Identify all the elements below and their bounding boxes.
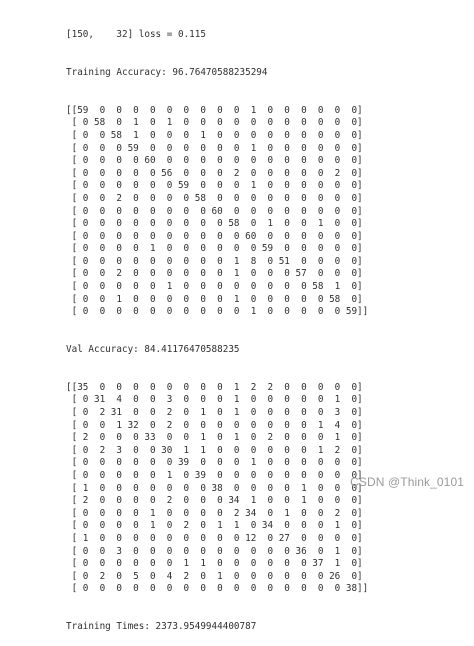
matrix-row: [ 1 0 0 0 0 0 0 0 38 0 0 0 0 1 0 0 0]	[66, 482, 363, 494]
matrix-row: [ 0 0 0 0 0 0 39 0 0 0 1 0 0 0 0 0 0]	[66, 457, 363, 469]
matrix-row: [ 0 2 0 5 0 4 2 0 1 0 0 0 0 0 0 26 0]	[66, 570, 363, 582]
matrix-row: [ 2 0 0 0 0 2 0 0 0 34 1 0 0 1 0 0 0]	[66, 495, 363, 507]
matrix-row: [ 0 0 1 0 0 0 0 0 0 1 0 0 0 0 0 58 0]	[66, 293, 363, 305]
matrix-row: [ 0 0 0 0 0 0 0 0 60 0 0 0 0 0 0 0 0]	[66, 205, 363, 217]
console-output	[66, 4, 446, 646]
matrix-row: [ 0 0 0 0 0 0 59 0 0 0 1 0 0 0 0 0 0]	[66, 180, 363, 192]
matrix-row: [ 0 0 0 0 0 0 1 1 0 0 0 0 0 0 37 1 0]	[66, 558, 363, 570]
matrix-row: [ 0 0 0 0 1 0 2 0 1 1 0 34 0 0 0 1 0]	[66, 520, 363, 532]
matrix-row: [ 0 0 0 0 0 0 0 0 0 0 1 0 0 0 0 0 59]]	[66, 306, 369, 318]
matrix-row: [ 0 0 1 32 0 2 0 0 0 0 0 0 0 0 1 4 0]	[66, 419, 363, 431]
matrix-row: [ 0 2 3 0 0 30 1 1 0 0 0 0 0 0 1 2 0]	[66, 444, 363, 456]
matrix-row: [ 0 0 2 0 0 0 0 0 0 1 0 0 0 57 0 0 0]	[66, 268, 363, 280]
matrix-row: [ 0 0 0 0 1 0 0 0 0 2 34 0 1 0 0 2 0]	[66, 507, 363, 519]
matrix-row: [ 0 58 0 1 0 1 0 0 0 0 0 0 0 0 0 0 0]	[66, 117, 363, 129]
training-confusion-matrix	[66, 105, 446, 319]
matrix-row: [ 2 0 0 0 33 0 0 1 0 1 0 2 0 0 0 1 0]	[66, 432, 363, 444]
matrix-row: [ 0 0 0 0 60 0 0 0 0 0 0 0 0 0 0 0 0]	[66, 155, 363, 167]
csdn-watermark: CSDN @Think_0101	[350, 475, 464, 489]
matrix-row: [ 0 0 3 0 0 0 0 0 0 0 0 0 0 36 0 1 0]	[66, 545, 363, 557]
matrix-row: [ 0 0 0 0 0 0 0 0 0 0 60 0 0 0 0 0 0]	[66, 230, 363, 242]
matrix-row: [[59 0 0 0 0 0 0 0 0 0 1 0 0 0 0 0 0]	[66, 104, 363, 116]
matrix-row: [ 0 0 0 0 0 0 0 0 0 0 0 0 0 0 0 0 38]]	[66, 583, 369, 595]
matrix-row: [ 0 31 4 0 0 3 0 0 0 1 0 0 0 0 0 1 0]	[66, 394, 363, 406]
matrix-row: [ 0 0 0 0 0 0 0 0 0 1 8 0 51 0 0 0 0]	[66, 255, 363, 267]
matrix-row: [ 0 0 0 0 0 1 0 0 0 0 0 0 0 0 58 1 0]	[66, 281, 363, 293]
matrix-row: [ 0 0 0 0 0 0 0 0 0 58 0 1 0 0 1 0 0]	[66, 218, 363, 230]
matrix-row: [ 0 0 0 0 1 0 0 0 0 0 0 59 0 0 0 0 0]	[66, 243, 363, 255]
val-accuracy-line: Val Accuracy: 84.41176470588235	[66, 344, 240, 356]
matrix-row: [ 0 0 2 0 0 0 0 58 0 0 0 0 0 0 0 0 0]	[66, 192, 363, 204]
matrix-row: [ 1 0 0 0 0 0 0 0 0 0 12 0 27 0 0 0 0]	[66, 532, 363, 544]
matrix-row: [ 0 0 58 1 0 0 0 1 0 0 0 0 0 0 0 0 0]	[66, 129, 363, 141]
loss-line: [150, 32] loss = 0.115	[66, 29, 206, 41]
training-accuracy-line: Training Accuracy: 96.76470588235294	[66, 66, 268, 78]
matrix-row: [ 0 2 31 0 0 2 0 1 0 1 0 0 0 0 0 3 0]	[66, 407, 363, 418]
matrix-row: [ 0 0 0 59 0 0 0 0 0 0 1 0 0 0 0 0 0]	[66, 142, 363, 154]
training-times-line: Training Times: 2373.9549944400787	[66, 621, 257, 633]
matrix-row: [ 0 0 0 0 0 56 0 0 0 2 0 0 0 0 0 2 0]	[66, 167, 363, 179]
matrix-row: [ 0 0 0 0 0 1 0 39 0 0 0 0 0 0 0 0 0]	[66, 469, 363, 481]
matrix-row: [[35 0 0 0 0 0 0 0 0 1 2 2 0 0 0 0 0]	[66, 381, 363, 393]
